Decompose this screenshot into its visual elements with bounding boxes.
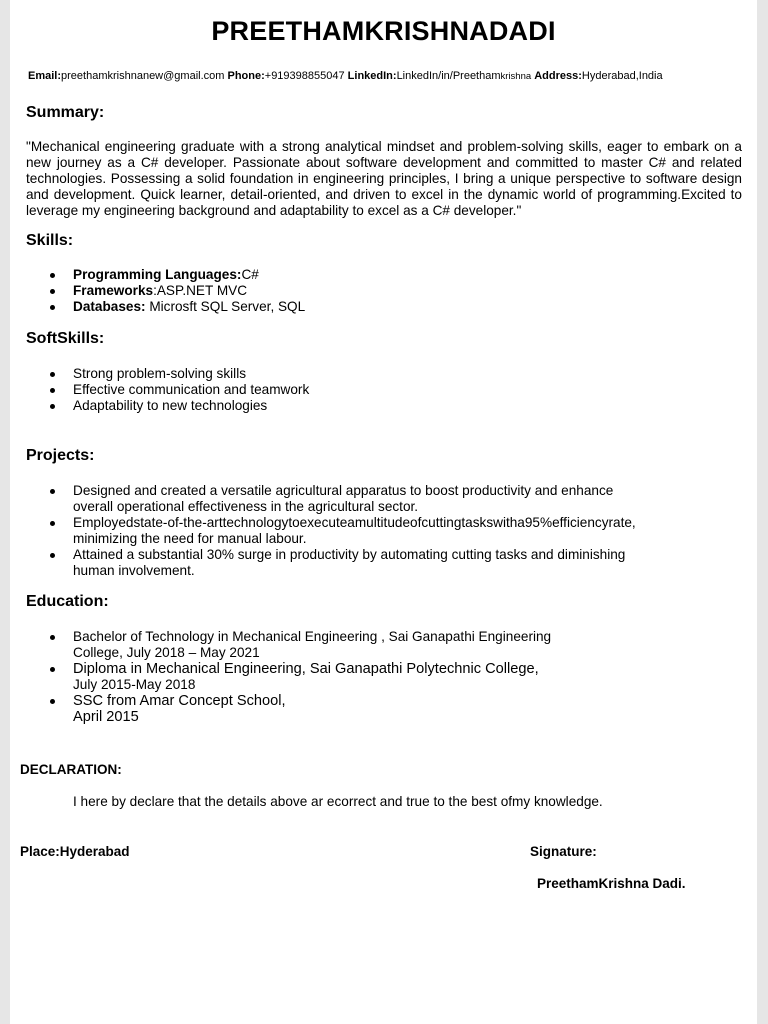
projects-list [26, 483, 636, 579]
projects-heading: Projects: [26, 447, 95, 464]
skill-value: :ASP.NET MVC [153, 283, 248, 298]
summary-heading: Summary: [26, 104, 105, 121]
list-item: Effective communication and teamwork [26, 382, 309, 398]
email-value: preethamkrishnanew@gmail.com [61, 70, 225, 82]
summary-text: "Mechanical engineering graduate with a strong analytical mindset and problem-solving skills, eager to embark on a new journey as a C# developer. Passionate about software development and committed to master C# and related technologies. Possessing a solid foundation in engineering principles, I bring a unique perspective to software design and development. Quick learner, detail-oriented, and driven to excel in the dynamic world of programming.Excited to leverage my engineering background and adaptability to excel as a C# developer." [26, 139, 742, 218]
list-item [26, 693, 551, 725]
project-line: Attained a substantial 30% surge in productivity by automating cutting tasks and diminishing [73, 547, 626, 562]
project-line: overall operational effectiveness in the agricultural sector. [73, 499, 419, 514]
signature-name: PreethamKrishna Dadi. [537, 876, 686, 891]
declaration-heading: DECLARATION: [20, 762, 122, 777]
linkedin-value-suffix: krishna [500, 71, 532, 82]
softskills-list [26, 366, 309, 414]
contact-line [28, 70, 663, 82]
email-label: Email: [28, 70, 62, 82]
list-item: Strong problem-solving skills [26, 366, 309, 382]
candidate-name: PREETHAMKRISHNADADI [211, 16, 556, 46]
list-item [26, 629, 551, 661]
education-line: April 2015 [73, 709, 139, 725]
list-item [26, 661, 551, 693]
skill-label: Programming Languages: [73, 267, 242, 282]
education-line: Diploma in Mechanical Engineering, Sai Ganapathi Polytechnic College, [73, 661, 539, 677]
education-line: College, July 2018 – May 2021 [73, 645, 260, 660]
project-line: Employedstate-of-the-arttechnologytoexecuteamultitudeofcuttingtaskswitha95%efficiencyrate, [73, 515, 636, 530]
address-label: Address: [534, 70, 582, 82]
list-item [26, 299, 305, 315]
skill-label: Frameworks [73, 283, 154, 298]
signature-label: Signature: [530, 844, 597, 859]
list-item [26, 515, 636, 547]
phone-value: +919398855047 [264, 70, 345, 82]
phone-label: Phone: [227, 70, 265, 82]
linkedin-label: LinkedIn: [347, 70, 397, 82]
linkedin-value: LinkedIn/in/Preetham [396, 70, 501, 82]
education-line: Bachelor of Technology in Mechanical Engineering , Sai Ganapathi Engineering [73, 629, 552, 644]
skill-label: Databases: [73, 299, 146, 314]
education-line: July 2015-May 2018 [73, 677, 196, 692]
project-line: Designed and created a versatile agricultural apparatus to boost productivity and enhance [73, 483, 614, 498]
list-item [26, 483, 636, 515]
list-item [26, 283, 305, 299]
list-item [26, 267, 305, 283]
skills-list [26, 267, 305, 315]
declaration-text: I here by declare that the details above ar ecorrect and true to the best ofmy knowledge. [73, 794, 603, 809]
skill-value: C# [241, 267, 259, 282]
skills-heading: Skills: [26, 232, 74, 249]
list-item: Adaptability to new technologies [26, 398, 309, 414]
softskills-heading: SoftSkills: [26, 330, 105, 347]
education-heading: Education: [26, 593, 109, 610]
resume-page [10, 0, 757, 1024]
education-line: SSC from Amar Concept School, [73, 693, 286, 709]
address-value: Hyderabad,India [581, 70, 663, 82]
project-line: human involvement. [73, 563, 195, 578]
skill-value: Microsft SQL Server, SQL [145, 299, 306, 314]
education-list [26, 629, 551, 725]
place: Place:Hyderabad [20, 844, 130, 859]
list-item [26, 547, 636, 579]
project-line: minimizing the need for manual labour. [73, 531, 307, 546]
